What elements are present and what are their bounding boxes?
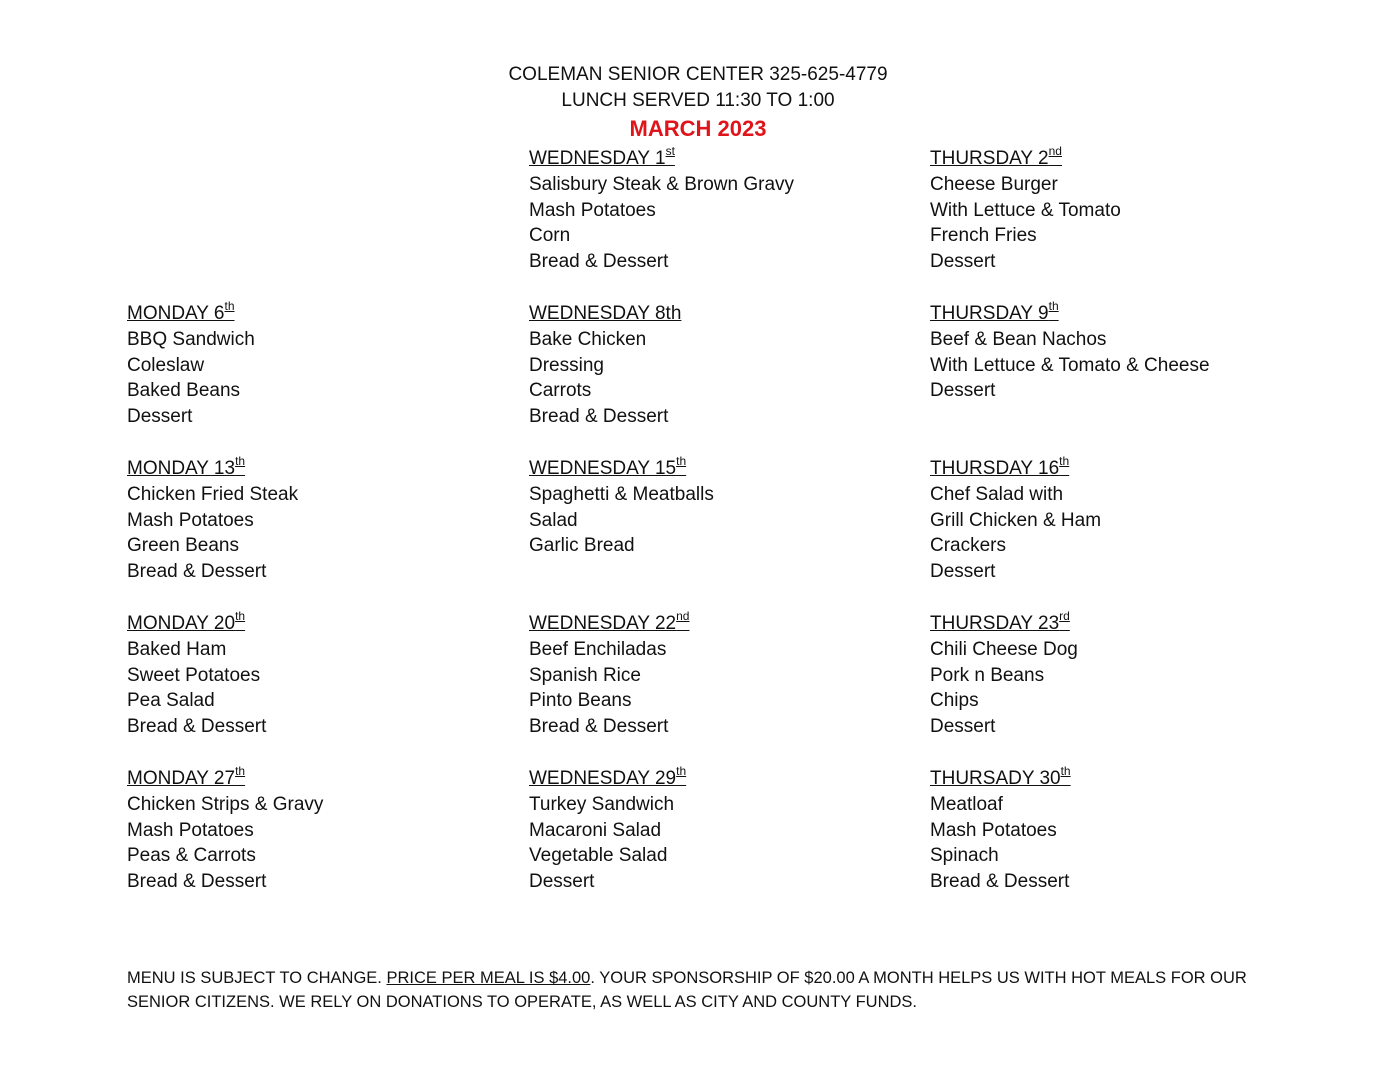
menu-item: Dessert (930, 380, 996, 402)
day-title: WEDNESDAY 8th (529, 303, 682, 324)
menu-item: Bread & Dessert (127, 561, 267, 583)
menu-item: Mash Potatoes (127, 509, 254, 531)
menu-item: Salad (529, 509, 578, 531)
menu-day-monday-6 (127, 298, 255, 430)
menu-item: Bread & Dessert (529, 251, 669, 273)
footer-note (127, 966, 1267, 1014)
menu-day-wednesday-22 (529, 608, 690, 740)
menu-day-wednesday-8 (529, 301, 681, 430)
menu-day-thursday-9 (930, 298, 1210, 404)
day-title: WEDNESDAY 22nd (529, 608, 690, 634)
menu-item: Bread & Dessert (529, 716, 669, 738)
menu-day-thursday-16 (930, 453, 1102, 585)
menu-item: Mash Potatoes (127, 819, 254, 841)
menu-item: Spanish Rice (529, 664, 641, 686)
day-title: MONDAY 6th (127, 298, 235, 324)
menu-item: Pork n Beans (930, 664, 1045, 686)
menu-day-thursday-2 (930, 143, 1121, 275)
menu-day-thursday-23 (930, 608, 1078, 740)
menu-day-monday-27 (127, 763, 324, 895)
menu-item: Bread & Dessert (127, 716, 267, 738)
menu-item: Grill Chicken & Ham (930, 509, 1102, 531)
footer-text-1: MENU IS SUBJECT TO CHANGE. (127, 969, 387, 987)
menu-item: Dressing (529, 354, 604, 376)
menu-item: Bake Chicken (529, 328, 647, 350)
menu-item: Mash Potatoes (529, 199, 656, 221)
day-title: THURSDAY 23rd (930, 608, 1070, 634)
footer-price: PRICE PER MEAL IS $4.00 (386, 969, 591, 987)
menu-item: Salisbury Steak & Brown Gravy (529, 173, 795, 195)
menu-item: Beef & Bean Nachos (930, 328, 1107, 350)
menu-item: Turkey Sandwich (529, 793, 675, 815)
menu-item: French Fries (930, 225, 1037, 247)
menu-item: Dessert (930, 251, 996, 273)
day-title: THURSADY 30th (930, 763, 1071, 789)
day-title: WEDNESDAY 15th (529, 453, 687, 479)
menu-item: Spaghetti & Meatballs (529, 483, 714, 505)
menu-day-thursday-30 (930, 763, 1071, 895)
menu-item: Garlic Bread (529, 535, 635, 557)
menu-item: Beef Enchiladas (529, 638, 667, 660)
menu-item: Peas & Carrots (127, 845, 256, 867)
menu-item: Pea Salad (127, 690, 215, 712)
menu-item: Chicken Strips & Gravy (127, 793, 324, 815)
menu-item: Baked Beans (127, 380, 241, 402)
menu-item: Chili Cheese Dog (930, 638, 1078, 660)
menu-item: With Lettuce & Tomato & Cheese (930, 354, 1210, 376)
day-title: MONDAY 20th (127, 608, 246, 634)
day-title: THURSDAY 2nd (930, 143, 1062, 169)
day-title: MONDAY 27th (127, 763, 246, 789)
menu-item: Crackers (930, 535, 1007, 557)
menu-day-monday-13 (127, 453, 299, 585)
menu-item: Chef Salad with (930, 483, 1064, 505)
menu-item: Dessert (529, 871, 595, 893)
menu-item: Corn (529, 225, 571, 247)
menu-day-wednesday-29 (529, 763, 687, 895)
menu-item: BBQ Sandwich (127, 328, 255, 350)
menu-item: Dessert (930, 561, 996, 583)
menu-item: Macaroni Salad (529, 819, 662, 841)
menu-day-monday-20 (127, 608, 267, 740)
menu-day-wednesday-15 (529, 453, 714, 559)
menu-item: Bread & Dessert (930, 871, 1070, 893)
menu-item: Sweet Potatoes (127, 664, 261, 686)
day-title: WEDNESDAY 29th (529, 763, 687, 789)
menu-item: Coleslaw (127, 354, 205, 376)
menu-item: Meatloaf (930, 793, 1003, 815)
menu-item: With Lettuce & Tomato (930, 199, 1121, 221)
menu-item: Chips (930, 690, 979, 712)
center-name-phone: COLEMAN SENIOR CENTER 325-625-4779 (508, 64, 888, 85)
menu-item: Baked Ham (127, 638, 227, 660)
menu-item: Green Beans (127, 535, 239, 557)
menu-item: Dessert (127, 406, 193, 428)
day-title: THURSDAY 16th (930, 453, 1070, 479)
menu-item: Carrots (529, 380, 592, 402)
menu-item: Bread & Dessert (529, 406, 669, 428)
menu-day-wednesday-1 (529, 143, 795, 275)
lunch-hours: LUNCH SERVED 11:30 TO 1:00 (561, 90, 835, 111)
day-title: THURSDAY 9th (930, 298, 1059, 324)
menu-item: Cheese Burger (930, 173, 1058, 195)
day-title: WEDNESDAY 1st (529, 143, 675, 169)
menu-item: Vegetable Salad (529, 845, 668, 867)
menu-item: Chicken Fried Steak (127, 483, 299, 505)
menu-item: Pinto Beans (529, 690, 632, 712)
menu-item: Spinach (930, 845, 999, 867)
footer-text-2: . YOUR SPONSORSHIP OF $20.00 A MONTH HELPS US WITH HOT MEALS FOR OUR SENIOR CITIZENS. WE RELY ON DONATIONS TO OPERATE, AS WELL AS CITY AND COUNTY FUNDS. (127, 969, 1247, 1011)
month-title: MARCH 2023 (629, 116, 767, 141)
menu-item: Mash Potatoes (930, 819, 1057, 841)
day-title: MONDAY 13th (127, 453, 246, 479)
menu-item: Bread & Dessert (127, 871, 267, 893)
menu-item: Dessert (930, 716, 996, 738)
